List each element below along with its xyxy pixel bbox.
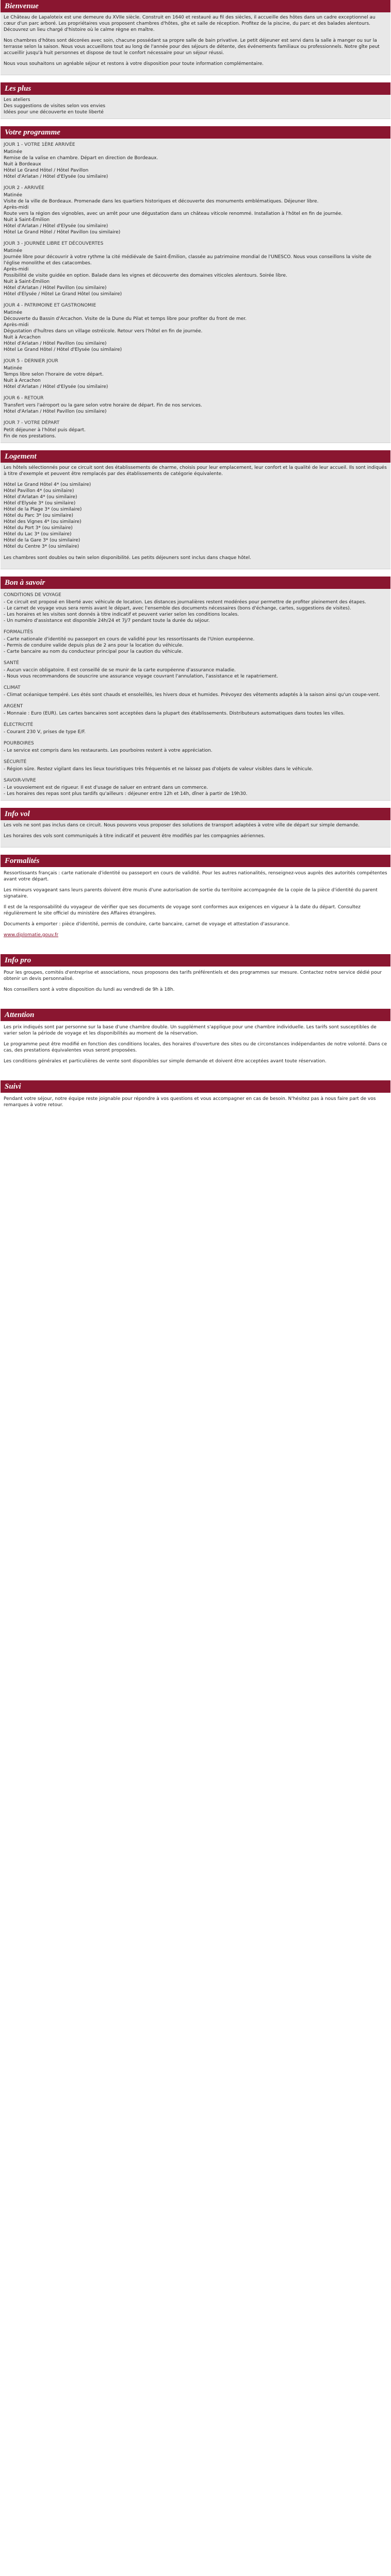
group-heading: SAVOIR-VIVRE bbox=[4, 778, 36, 783]
group-line: Matinée bbox=[4, 193, 23, 198]
paragraph: Les hôtels sélectionnés pour ce circuit sont des établissements de charme, choisis pour leur emplacement, leur confort et la qualité de leur accueil. Ils sont indiqués à titre d'exemple et peuvent être remplacés par des établissements de catégorie équivalente. bbox=[4, 465, 387, 477]
paragraph: Nous vous souhaitons un agréable séjour et restons à votre disposition pour toute information complémentaire. bbox=[4, 61, 264, 66]
group-line: Après-midi bbox=[4, 205, 29, 210]
hotel-list bbox=[4, 482, 387, 550]
logement-section bbox=[1, 450, 390, 569]
group-heading: JOUR 5 - DERNIER JOUR bbox=[4, 359, 58, 364]
section-title: Info vol bbox=[1, 808, 390, 820]
group-line: Petit déjeuner à l'hôtel puis départ. bbox=[4, 428, 86, 433]
group-heading: JOUR 1 - VOTRE 1ÈRE ARRIVÉE bbox=[4, 142, 75, 147]
group-line: - Ce circuit est proposé en liberté avec véhicule de location. Les distances journalières restent modérées pour permettre de profiter pleinement des étapes. bbox=[4, 600, 366, 605]
hotel-item: Hôtel de la Plage 3* (ou similaire) bbox=[4, 507, 82, 512]
paragraph: Les prix indiqués sont par personne sur la base d'une chambre double. Un supplément s'applique pour une chambre individuelle. Les tarifs sont susceptibles de varier selon la période de voyage et les disponibilités au moment de la réservation. bbox=[4, 1025, 377, 1036]
group-line: Hôtel d'Elysée / Hôtel Le Grand Hôtel (ou similaire) bbox=[4, 292, 122, 297]
hotel-item: Hôtel d'Arlatan 4* (ou similaire) bbox=[4, 495, 77, 500]
paragraph: Les mineurs voyageant sans leurs parents doivent être munis d'une autorisation de sortie du territoire accompagnée de la copie de la pièce d'identité du parent signataire. bbox=[4, 888, 378, 899]
group-line: Nuit à Arcachon bbox=[4, 378, 41, 383]
group-line: - Permis de conduire valide depuis plus de 2 ans pour la location du véhicule. bbox=[4, 643, 184, 648]
paragraph: Le programme peut être modifié en fonction des conditions locales, des horaires d'ouverture des sites ou de circonstances indépendantes de notre volonté. Dans ce cas, des prestations équivalentes vous seront proposées. bbox=[4, 1042, 387, 1053]
bonasavoir-section bbox=[1, 577, 390, 801]
group-line: - Les horaires et les visites sont donnés à titre indicatif et peuvent varier selon les conditions locales. bbox=[4, 612, 239, 617]
paragraph: Les vols ne sont pas inclus dans ce circuit. Nous pouvons vous proposer des solutions de transport adaptées à votre ville de départ sur simple demande. bbox=[4, 823, 360, 828]
list-item: Idées pour une découverte en toute liberté bbox=[4, 110, 104, 115]
section-title: Bienvenue bbox=[1, 0, 390, 12]
logement-body bbox=[1, 463, 390, 569]
group-line: Nuit à Bordeaux bbox=[4, 162, 41, 167]
programme-body bbox=[1, 139, 390, 443]
section-title: Suivi bbox=[1, 1080, 390, 1093]
paragraph: Les horaires des vols sont communiqués à titre indicatif et peuvent être modifiés par les compagnies aériennes. bbox=[4, 834, 265, 839]
paragraph: Pour les groupes, comités d'entreprise et associations, nous proposons des tarifs préférentiels et des programmes sur mesure. Contactez notre service dédié pour obtenir un devis personnalisé. bbox=[4, 970, 382, 981]
group-line: Matinée bbox=[4, 248, 23, 253]
group-heading: POURBOIRES bbox=[4, 741, 34, 746]
group-line: Temps libre selon l'horaire de votre départ. bbox=[4, 372, 104, 377]
infovol-body bbox=[1, 820, 390, 848]
hotel-item: Hôtel de la Gare 3* (ou similaire) bbox=[4, 538, 80, 543]
infopro-section bbox=[1, 954, 390, 1002]
group-line: - Carte nationale d'identité ou passeport en cours de validité pour les ressortissants de l'Union européenne. bbox=[4, 637, 255, 642]
bonasavoir-body bbox=[1, 589, 390, 801]
hotel-item: Hôtel du Centre 3* (ou similaire) bbox=[4, 544, 79, 549]
group-line: - Les horaires des repas sont plus tardifs qu'ailleurs : déjeuner entre 12h et 14h, dîner à partir de 19h30. bbox=[4, 791, 248, 796]
group-line: Remise de la valise en chambre. Départ en direction de Bordeaux. bbox=[4, 156, 158, 161]
group-line: Hôtel d'Arlatan / Hôtel d'Elysée (ou similaire) bbox=[4, 384, 108, 389]
section-title: Logement bbox=[1, 450, 390, 463]
group-line: - Nous vous recommandons de souscrire une assurance voyage couvrant l'annulation, l'assistance et le rapatriement. bbox=[4, 674, 279, 679]
group-heading: CLIMAT bbox=[4, 685, 21, 690]
group-heading: ÉLECTRICITÉ bbox=[4, 722, 34, 727]
bienvenue-section bbox=[1, 0, 390, 75]
hotel-item: Hôtel du Parc 3* (ou similaire) bbox=[4, 513, 74, 518]
group-heading: FORMALITÉS bbox=[4, 630, 34, 635]
section-title: Bon à savoir bbox=[1, 577, 390, 589]
paragraph: Nos conseillers sont à votre disposition du lundi au vendredi de 9h à 18h. bbox=[4, 987, 175, 992]
paragraph: Les chambres sont doubles ou twin selon disponibilité. Les petits déjeuners sont inclus dans chaque hôtel. bbox=[4, 555, 251, 561]
list-item: Les ateliers bbox=[4, 97, 30, 103]
paragraph: Pendant votre séjour, notre équipe reste joignable pour répondre à vos questions et vous accompagner en cas de besoin. N'hésitez pas à nous faire part de vos remarques à votre retour. bbox=[4, 1096, 376, 1108]
hotel-item: Hôtel d'Elysée 3* (ou similaire) bbox=[4, 501, 76, 506]
group-line: - Le vouvoiement est de rigueur. Il est d'usage de saluer en entrant dans un commerce. bbox=[4, 785, 208, 790]
section-title: Formalités bbox=[1, 855, 390, 867]
section-title: Attention bbox=[1, 1009, 390, 1021]
group-line: Découverte du Bassin d'Arcachon. Visite de la Dune du Pilat et temps libre pour profiter du front de mer. bbox=[4, 316, 247, 321]
hotel-item: Hôtel Le Grand Hôtel 4* (ou similaire) bbox=[4, 482, 91, 487]
group-heading: SANTÉ bbox=[4, 660, 19, 666]
group-line: - Aucun vaccin obligatoire. Il est conseillé de se munir de la carte européenne d'assurance maladie. bbox=[4, 668, 236, 673]
group-heading: ARGENT bbox=[4, 704, 23, 709]
group-line: - Monnaie : Euro (EUR). Les cartes bancaires sont acceptées dans la plupart des établissements. Distributeurs automatiques dans toutes les villes. bbox=[4, 711, 345, 716]
group-line: Matinée bbox=[4, 149, 23, 155]
group-line: Nuit à Saint-Émilion bbox=[4, 217, 50, 223]
group-heading: JOUR 6 - RETOUR bbox=[4, 396, 44, 401]
hotel-item: Hôtel du Port 3* (ou similaire) bbox=[4, 526, 73, 531]
group-line: Hôtel d'Arlatan / Hôtel d'Elysée (ou similaire) bbox=[4, 174, 108, 179]
group-line: Hôtel Le Grand Hôtel / Hôtel Pavillon bbox=[4, 168, 89, 173]
attention-section bbox=[1, 1009, 390, 1073]
paragraph: Nos chambres d'hôtes sont décorées avec soin, chacune possédant sa propre salle de bain privative. Le petit déjeuner est servi dans la salle à manger ou sur la terrasse selon la saison. Nous vous accueillons tout au long de l'année pour des séjours de détente, des événements familiaux ou professionnels. Notre gîte peut accueillir jusqu'à huit personnes et dispose de tout le confort nécessaire pour un séjour réussi. bbox=[4, 38, 380, 56]
infopro-body bbox=[1, 967, 390, 1002]
group-heading: JOUR 2 - ARRIVÉE bbox=[4, 185, 44, 191]
group-line: Possibilité de visite guidée en option. Balade dans les vignes et découverte des domaines viticoles alentours. Soirée libre. bbox=[4, 273, 287, 278]
section-title: Votre programme bbox=[1, 126, 390, 139]
liens-section bbox=[1, 82, 390, 119]
group-line: - Le service est compris dans les restaurants. Les pourboires restent à votre appréciation. bbox=[4, 748, 213, 753]
group-heading: JOUR 3 - JOURNÉE LIBRE ET DÉCOUVERTES bbox=[4, 241, 104, 246]
formalites-section bbox=[1, 855, 390, 947]
paragraph: Ressortissants français : carte nationale d'identité ou passeport en cours de validité. Pour les autres nationalités, renseignez-vous auprès des autorités compétentes avant votre départ. bbox=[4, 871, 387, 882]
section-title: Info pro bbox=[1, 954, 390, 967]
group-heading: CONDITIONS DE VOYAGE bbox=[4, 592, 61, 598]
group-line: Hôtel d'Arlatan / Hôtel Pavillon (ou similaire) bbox=[4, 409, 107, 414]
attention-body bbox=[1, 1021, 390, 1073]
group-line: - Courant 230 V, prises de type E/F. bbox=[4, 730, 86, 735]
paragraph: Il est de la responsabilité du voyageur de vérifier que ses documents de voyage sont conformes aux exigences en vigueur à la date du départ. Consultez régulièrement le site officiel du ministère des Affaires étrangères. bbox=[4, 905, 361, 916]
group-line: - Un numéro d'assistance est disponible 24h/24 et 7j/7 pendant toute la durée du séjour. bbox=[4, 618, 210, 623]
paragraph: Le Château de Lapaloteix est une demeure du XVIIe siècle. Construit en 1640 et restauré au fil des siècles, il accueille des hôtes dans un cadre exceptionnel au cœur d'un parc arboré. Les propriétaires vous proposent chambres d'hôtes, gîte et salle de réception. Profitez de la piscine, du parc et des balades alentours. Découvrez un lieu chargé d'histoire où le calme règne en maître. bbox=[4, 15, 376, 32]
diplomatie-link[interactable]: www.diplomatie.gouv.fr bbox=[4, 933, 59, 938]
group-line: - Le carnet de voyage vous sera remis avant le départ, avec l'ensemble des documents nécessaires (bons d'échange, cartes, suggestions de visites). bbox=[4, 606, 351, 611]
hotel-item: Hôtel du Lac 3* (ou similaire) bbox=[4, 532, 72, 537]
group-heading: SÉCURITÉ bbox=[4, 759, 27, 765]
group-line: - Carte bancaire au nom du conducteur principal pour la caution du véhicule. bbox=[4, 649, 183, 654]
suivi-section bbox=[1, 1080, 390, 1117]
group-line: Après-midi bbox=[4, 267, 29, 272]
hotel-item: Hôtel des Vignes 4* (ou similaire) bbox=[4, 519, 82, 524]
group-line: Matinée bbox=[4, 366, 23, 371]
formalites-body bbox=[1, 867, 390, 947]
group-line: Hôtel Le Grand Hôtel / Hôtel Pavillon (ou similaire) bbox=[4, 230, 121, 235]
group-line: Hôtel Le Grand Hôtel / Hôtel d'Elysée (ou similaire) bbox=[4, 347, 122, 352]
group-line: Après-midi bbox=[4, 323, 29, 328]
group-line: Journée libre pour découvrir à votre rythme la cité médiévale de Saint-Émilion, classée au patrimoine mondial de l'UNESCO. Nous vous conseillons la visite de l'église monolithe et des catacombes. bbox=[4, 255, 372, 266]
group-line: Route vers la région des vignobles, avec un arrêt pour une dégustation dans un château viticole renommé. Installation à l'hôtel en fin de journée. bbox=[4, 211, 343, 216]
programme-section bbox=[1, 126, 390, 443]
group-line: Visite de la ville de Bordeaux. Promenade dans les quartiers historiques et découverte des monuments emblématiques. Déjeuner libre. bbox=[4, 199, 319, 204]
section-title: Les plus bbox=[1, 82, 390, 95]
group-line: Dégustation d'huîtres dans un village ostréicole. Retour vers l'hôtel en fin de journée. bbox=[4, 329, 203, 334]
group-line: - Climat océanique tempéré. Les étés sont chauds et ensoleillés, les hivers doux et humides. Prévoyez des vêtements adaptés à la saison ainsi qu'un coupe-vent. bbox=[4, 692, 380, 698]
group-line: Matinée bbox=[4, 310, 23, 315]
group-line: Nuit à Arcachon bbox=[4, 335, 41, 340]
group-line: Hôtel d'Arlatan / Hôtel Pavillon (ou similaire) bbox=[4, 285, 107, 291]
suivi-body bbox=[1, 1093, 390, 1117]
group-line: Hôtel d'Arlatan / Hôtel Pavillon (ou similaire) bbox=[4, 341, 107, 346]
group-line: Fin de nos prestations. bbox=[4, 434, 56, 439]
group-heading: JOUR 7 - VOTRE DÉPART bbox=[4, 420, 60, 426]
group-line: Hôtel d'Arlatan / Hôtel d'Elysée (ou similaire) bbox=[4, 224, 108, 229]
infovol-section bbox=[1, 808, 390, 848]
group-line: Nuit à Saint-Émilion bbox=[4, 279, 50, 284]
list-item: Des suggestions de visites selon vos envies bbox=[4, 104, 106, 109]
paragraph: Documents à emporter : pièce d'identité, permis de conduire, carte bancaire, carnet de voyage et attestation d'assurance. bbox=[4, 922, 290, 927]
bienvenue-body bbox=[1, 12, 390, 75]
group-line: - Région sûre. Restez vigilant dans les lieux touristiques très fréquentés et ne laissez pas d'objets de valeur visibles dans le véhicule. bbox=[4, 767, 313, 772]
hotel-item: Hôtel Pavillon 4* (ou similaire) bbox=[4, 488, 74, 494]
group-line: Transfert vers l'aéroport ou la gare selon votre horaire de départ. Fin de nos services. bbox=[4, 403, 202, 408]
liens-body bbox=[1, 95, 390, 119]
group-heading: JOUR 4 - PATRIMOINE ET GASTRONOMIE bbox=[4, 303, 96, 308]
page bbox=[0, 0, 391, 1117]
paragraph: Les conditions générales et particulières de vente sont disponibles sur simple demande et doivent être acceptées avant toute réservation. bbox=[4, 1059, 327, 1064]
